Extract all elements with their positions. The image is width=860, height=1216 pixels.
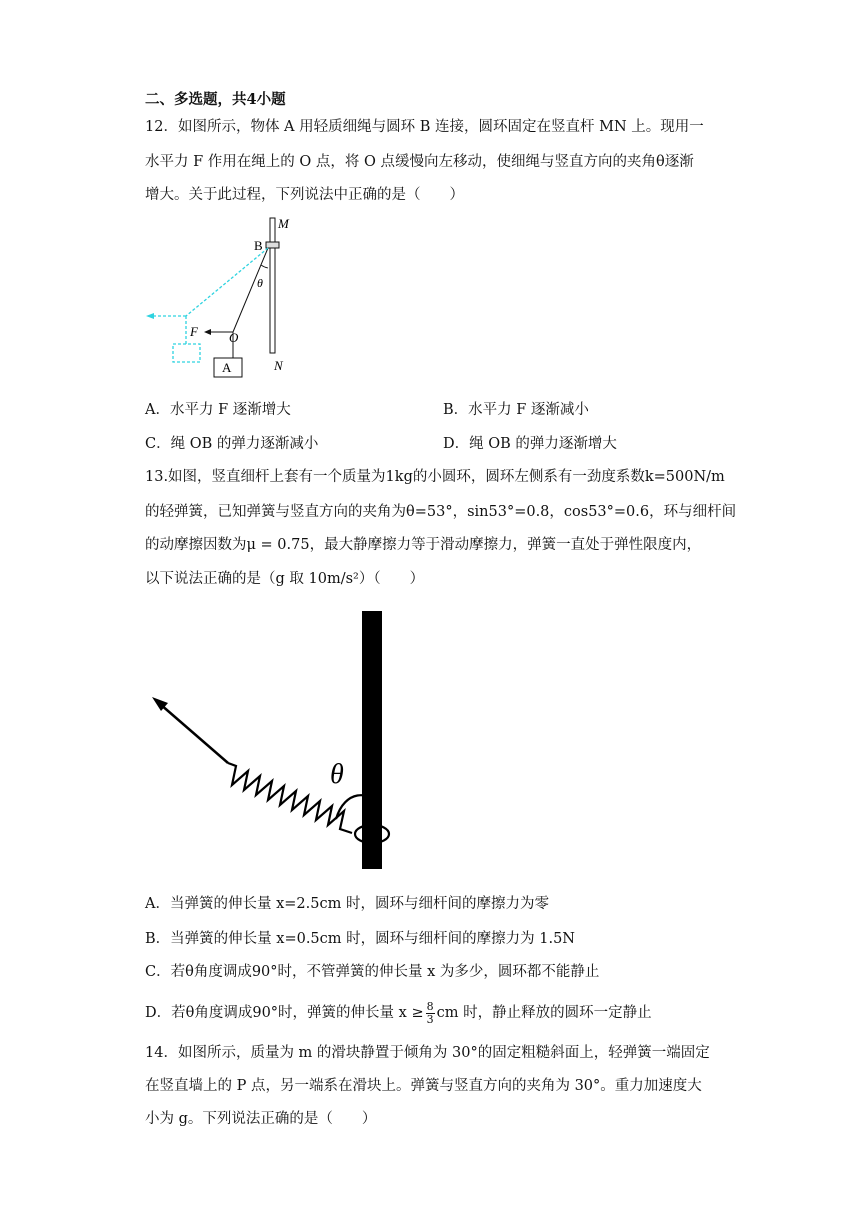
fraction (426, 1001, 435, 1026)
label-b: B (254, 238, 263, 253)
label-theta: θ (257, 276, 263, 290)
rope-ob (233, 248, 268, 332)
q12-line1: 12．如图所示，物体 A 用轻质细绳与圆环 B 连接，圆环固定在竖直杆 MN 上。现用一 (145, 119, 704, 135)
q13-line3: 的动摩擦因数为μ = 0.75，最大静摩擦力等于滑动摩擦力，弹簧一直处于弹性限度内， (145, 537, 702, 553)
q13-option-d-suffix: cm 时，静止释放的圆环一定静止 (436, 1005, 652, 1021)
label-o: O (229, 330, 239, 345)
vertical-rod (362, 611, 382, 869)
q14-line3: 小为 g。下列说法正确的是（ ） (145, 1111, 377, 1127)
q13-option-d-prefix: D．若θ角度调成90°时，弹簧的伸长量 x ≥ (145, 1005, 424, 1021)
section-title: 二、多选题，共4小题 (145, 91, 286, 108)
theta-arc (261, 265, 268, 268)
dashed-rope (186, 248, 268, 316)
q13-option-a: A．当弹簧的伸长量 x=2.5cm 时，圆环与细杆间的摩擦力为零 (145, 896, 549, 912)
q14-line1: 14．如图所示，质量为 m 的滑块静置于倾角为 30°的固定粗糙斜面上，轻弹簧一端固定 (145, 1045, 710, 1061)
q12-option-c: C．绳 OB 的弹力逐渐减小 (145, 436, 319, 452)
q12-option-b: B．水平力 F 逐渐减小 (443, 402, 589, 418)
q12-figure (140, 210, 290, 385)
fraction-numerator: 8 (426, 999, 434, 1013)
q13-option-d (145, 996, 652, 1030)
label-f: F (190, 324, 198, 339)
dashed-block (173, 344, 200, 362)
ring-b (266, 242, 279, 248)
q12-line2: 水平力 F 作用在绳上的 O 点，将 O 点缓慢向左移动，使细绳与竖直方向的夹角θ逐渐 (145, 154, 694, 170)
dashed-force-arrowhead (146, 313, 154, 319)
label-theta: θ (330, 759, 344, 790)
rod-mn (270, 218, 275, 353)
q13-line2: 的轻弹簧，已知弹簧与竖直方向的夹角为θ=53°，sin53°=0.8，cos53°=0.6，环与细杆间 (145, 504, 737, 520)
q12-line3: 增大。关于此过程，下列说法中正确的是（ ） (145, 187, 464, 203)
q14-line2: 在竖直墙上的 P 点，另一端系在滑块上。弹簧与竖直方向的夹角为 30°。重力加速度大 (145, 1078, 702, 1094)
spring-direction-arrow (160, 704, 228, 763)
q13-option-c: C．若θ角度调成90°时，不管弹簧的伸长量 x 为多少，圆环都不能静止 (145, 964, 600, 980)
q13-figure (140, 605, 410, 875)
label-n: N (274, 358, 283, 373)
fraction-denominator: 3 (426, 1012, 434, 1026)
force-f-arrowhead (204, 329, 211, 335)
label-m: M (278, 216, 289, 231)
q13-line4: 以下说法正确的是（g 取 10m/s²）（ ） (145, 571, 425, 587)
q13-line1: 13.如图，竖直细杆上套有一个质量为1kg的小圆环，圆环左侧系有一劲度系数k=500N/m (145, 469, 725, 485)
q12-option-d: D．绳 OB 的弹力逐渐增大 (443, 436, 617, 452)
q13-option-b: B．当弹簧的伸长量 x=0.5cm 时，圆环与细杆间的摩擦力为 1.5N (145, 931, 575, 947)
q12-option-a: A．水平力 F 逐渐增大 (145, 402, 291, 418)
label-a: A (222, 360, 232, 375)
